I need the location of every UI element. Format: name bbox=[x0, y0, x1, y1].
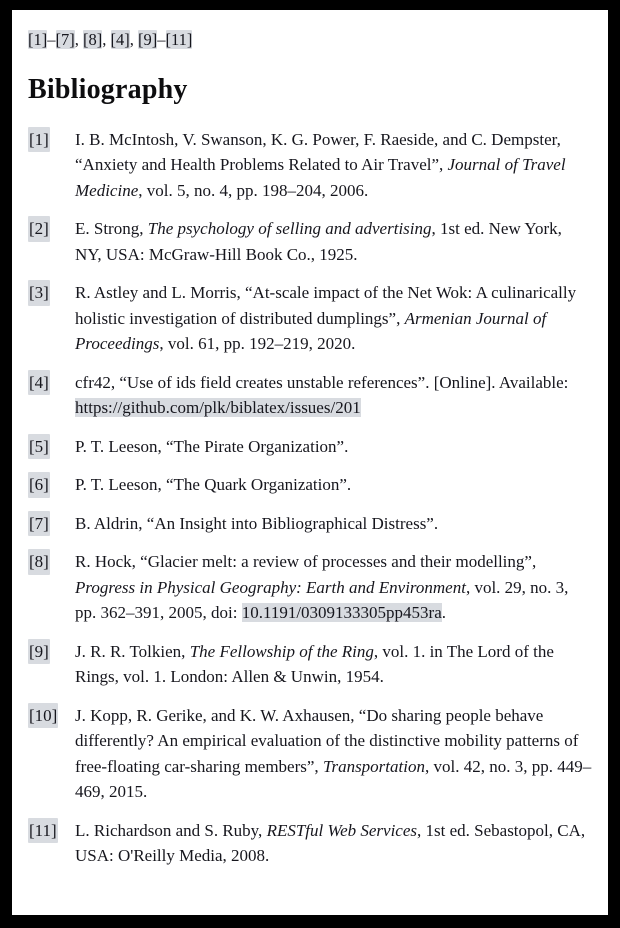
reference-item bbox=[28, 370, 594, 421]
reference-label-link[interactable]: [5] bbox=[28, 434, 50, 460]
reference-label-link[interactable]: [4] bbox=[28, 370, 50, 396]
citation-link[interactable]: [9] bbox=[138, 30, 158, 49]
reference-text bbox=[75, 703, 594, 805]
italic-text: Transportation bbox=[322, 756, 425, 776]
external-link[interactable]: 10.1191/0309133305pp453ra bbox=[241, 603, 442, 623]
reference-label-column bbox=[28, 280, 75, 306]
reference-item bbox=[28, 216, 594, 267]
citation-link[interactable]: [11] bbox=[165, 30, 193, 49]
plain-text: , vol. 61, pp. 192–219, 2020. bbox=[159, 334, 356, 354]
plain-text: , vol. 42, no. 3, pp. 449–469, 2015. bbox=[75, 756, 592, 802]
citation-link[interactable]: [8] bbox=[83, 30, 103, 49]
plain-text: , vol. 5, no. 4, pp. 198–204, 2006. bbox=[138, 180, 369, 200]
plain-text: . bbox=[441, 603, 447, 623]
reference-item bbox=[28, 703, 594, 805]
reference-text bbox=[75, 370, 594, 421]
plain-text: , vol. 29, no. 3, pp. 362–391, 2005, doi: bbox=[75, 577, 569, 623]
reference-label-link[interactable]: [9] bbox=[28, 639, 50, 665]
plain-text: I. B. McIntosh, V. Swanson, K. G. Power, F. Raeside, and C. Dempster, “Anxiety and Health Problems Related to Air Travel”, bbox=[75, 129, 561, 175]
reference-label-column bbox=[28, 127, 75, 153]
reference-item bbox=[28, 434, 594, 460]
plain-text: P. T. Leeson, “The Quark Organization”. bbox=[75, 475, 352, 495]
citation-separator: – bbox=[47, 30, 56, 49]
italic-text: The Fellowship of the Ring bbox=[189, 641, 374, 661]
reference-label-link[interactable]: [8] bbox=[28, 549, 50, 575]
reference-label-column bbox=[28, 639, 75, 665]
plain-text: , 1st ed. New York, NY, USA: McGraw-Hill Book Co., 1925. bbox=[75, 219, 562, 264]
reference-label-column bbox=[28, 216, 75, 242]
plain-text: B. Aldrin, “An Insight into Bibliographical Distress”. bbox=[75, 513, 439, 533]
citation-separator: – bbox=[157, 30, 166, 49]
plain-text: , 1st ed. Sebastopol, CA, USA: O'Reilly Media, 2008. bbox=[75, 820, 586, 866]
reference-label-link[interactable]: [2] bbox=[28, 216, 50, 242]
citation-link[interactable]: [4] bbox=[110, 30, 130, 49]
reference-label-column bbox=[28, 511, 75, 537]
reference-item bbox=[28, 127, 594, 204]
reference-label-column bbox=[28, 472, 75, 498]
italic-text: Progress in Physical Geography: Earth and Environment bbox=[75, 577, 466, 597]
reference-label-column bbox=[28, 370, 75, 396]
plain-text: J. R. R. Tolkien, bbox=[75, 641, 190, 661]
reference-label-link[interactable]: [3] bbox=[28, 280, 50, 306]
reference-label-column bbox=[28, 434, 75, 460]
reference-label-column bbox=[28, 703, 75, 729]
citation-line bbox=[28, 31, 594, 50]
reference-text bbox=[75, 549, 594, 626]
citation-link[interactable]: [7] bbox=[55, 30, 75, 49]
plain-text: , vol. 1. in The Lord of the Rings, vol. 1. London: Allen & Unwin, 1954. bbox=[75, 641, 554, 687]
citation-link[interactable]: [1] bbox=[28, 30, 48, 49]
plain-text: cfr42, “Use of ids field creates unstable references”. [Online]. Available: bbox=[75, 372, 569, 392]
citation-separator: , bbox=[129, 30, 138, 49]
reference-label-link[interactable]: [7] bbox=[28, 511, 50, 537]
italic-text: RESTful Web Services bbox=[266, 820, 418, 840]
reference-item bbox=[28, 472, 594, 498]
plain-text: L. Richardson and S. Ruby, bbox=[75, 820, 267, 840]
italic-text: The psychology of selling and advertising bbox=[147, 219, 432, 239]
italic-text: Journal of Travel Medicine bbox=[75, 155, 566, 200]
reference-text bbox=[75, 434, 594, 460]
reference-text bbox=[75, 639, 594, 690]
reference-label-column bbox=[28, 818, 75, 844]
reference-label-link[interactable]: [11] bbox=[28, 818, 58, 844]
reference-item bbox=[28, 818, 594, 869]
reference-text bbox=[75, 127, 594, 204]
reference-text bbox=[75, 818, 594, 869]
plain-text: R. Hock, “Glacier melt: a review of processes and their modelling”, bbox=[75, 552, 537, 572]
reference-item bbox=[28, 549, 594, 626]
reference-list bbox=[28, 127, 594, 869]
reference-text bbox=[75, 216, 594, 267]
plain-text: R. Astley and L. Morris, “At-scale impact of the Net Wok: A culinarically holistic investigation of distributed dumplings”, bbox=[75, 283, 577, 328]
reference-item bbox=[28, 511, 594, 537]
reference-text bbox=[75, 280, 594, 357]
plain-text: J. Kopp, R. Gerike, and K. W. Axhausen, “Do sharing people behave differently? An empirical evaluation of the distinctive mobility patterns of free-floating car-sharing members”, bbox=[75, 705, 579, 776]
reference-label-link[interactable]: [6] bbox=[28, 472, 50, 498]
reference-item bbox=[28, 280, 594, 357]
citation-separator: , bbox=[74, 30, 83, 49]
document-page bbox=[12, 10, 608, 915]
plain-text: P. T. Leeson, “The Pirate Organization”. bbox=[75, 436, 349, 456]
reference-label-link[interactable]: [10] bbox=[28, 703, 58, 729]
external-link[interactable]: https://github.com/plk/biblatex/issues/201 bbox=[75, 398, 361, 418]
plain-text: E. Strong, bbox=[75, 219, 148, 239]
italic-text: Armenian Journal of Proceedings bbox=[75, 308, 547, 354]
citation-separator: , bbox=[102, 30, 111, 49]
page-title: Bibliography bbox=[28, 73, 188, 105]
reference-text bbox=[75, 511, 594, 537]
reference-text bbox=[75, 472, 594, 498]
reference-label-link[interactable]: [1] bbox=[28, 127, 50, 153]
reference-item bbox=[28, 639, 594, 690]
reference-label-column bbox=[28, 549, 75, 575]
